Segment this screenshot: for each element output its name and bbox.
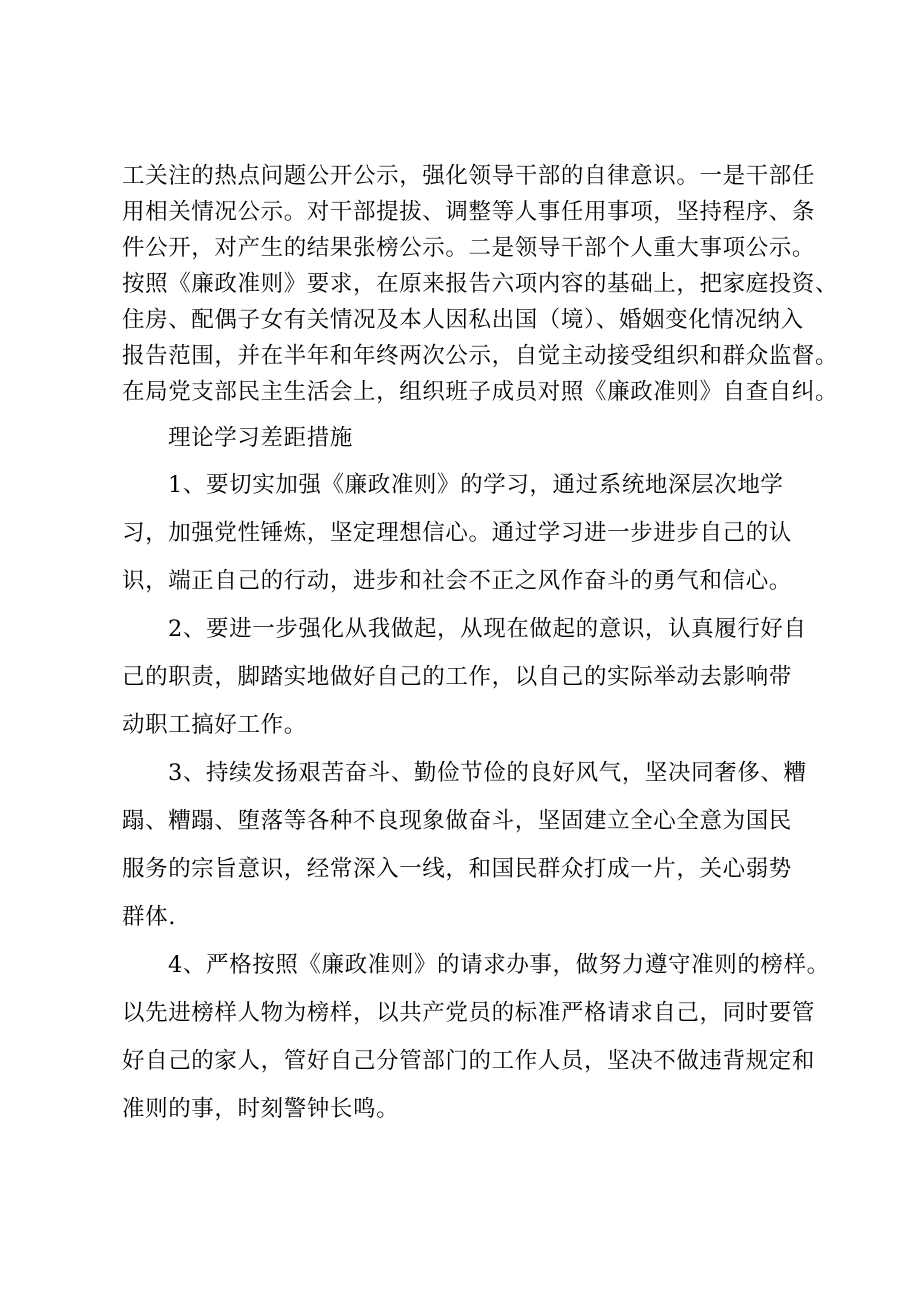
item-3-line: 群体. — [122, 904, 176, 930]
intro-line: 按照《廉政准则》要求，在原来报告六项内容的基础上，把家庭投资、 — [122, 271, 839, 297]
item-4-line: 以先进榜样人物为榜样，以共产党员的标准严格请求自己，同时要管 — [122, 1000, 816, 1026]
item-1-line: 识，端正自己的行动，进步和社会不正之风作奋斗的勇气和信心。 — [122, 568, 792, 594]
intro-line: 在局党支部民主生活会上，组织班子成员对照《廉政准则》自查自纠。 — [122, 379, 839, 405]
intro-line: 报告范围，并在半年和年终两次公示，自觉主动接受组织和群众监督。 — [122, 343, 839, 369]
item-1-line: 习，加强党性锤炼，坚定理想信心。通过学习进一步进步自己的认 — [122, 520, 792, 546]
item-1-line: 1、要切实加强《廉政准则》的学习，通过系统地深层次地学 — [168, 472, 784, 498]
item-3-line: 3、持续发扬艰苦奋斗、勤俭节俭的良好风气，坚决同奢侈、糟 — [168, 760, 807, 786]
section-heading: 理论学习差距措施 — [168, 425, 353, 451]
item-4-line: 好自己的家人，管好自己分管部门的工作人员，坚决不做违背规定和 — [122, 1048, 816, 1074]
intro-line: 工关注的热点问题公开公示，强化领导干部的自律意识。一是干部任 — [122, 163, 816, 189]
item-2-line: 己的职责，脚踏实地做好自己的工作，以自己的实际举动去影响带 — [122, 664, 792, 690]
item-2-line: 动职工搞好工作。 — [122, 712, 307, 738]
item-3-line: 服务的宗旨意识，经常深入一线，和国民群众打成一片，关心弱势 — [122, 856, 792, 882]
item-4-line: 4、严格按照《廉政准则》的请求办事，做努力遵守准则的榜样。 — [168, 952, 830, 978]
item-2-line: 2、要进一步强化从我做起，从现在做起的意识，认真履行好自 — [168, 616, 807, 642]
intro-line: 用相关情况公示。对干部提拔、调整等人事任用事项，坚持程序、条 — [122, 199, 816, 225]
item-4-line: 准则的事，时刻警钟长鸣。 — [122, 1096, 400, 1122]
item-3-line: 蹋、糟蹋、堕落等各种不良现象做奋斗，坚固建立全心全意为国民 — [122, 808, 792, 834]
intro-line: 件公开，对产生的结果张榜公示。二是领导干部个人重大事项公示。 — [122, 235, 816, 261]
intro-line: 住房、配偶子女有关情况及本人因私出国（境）、婚姻变化情况纳入 — [122, 307, 804, 333]
